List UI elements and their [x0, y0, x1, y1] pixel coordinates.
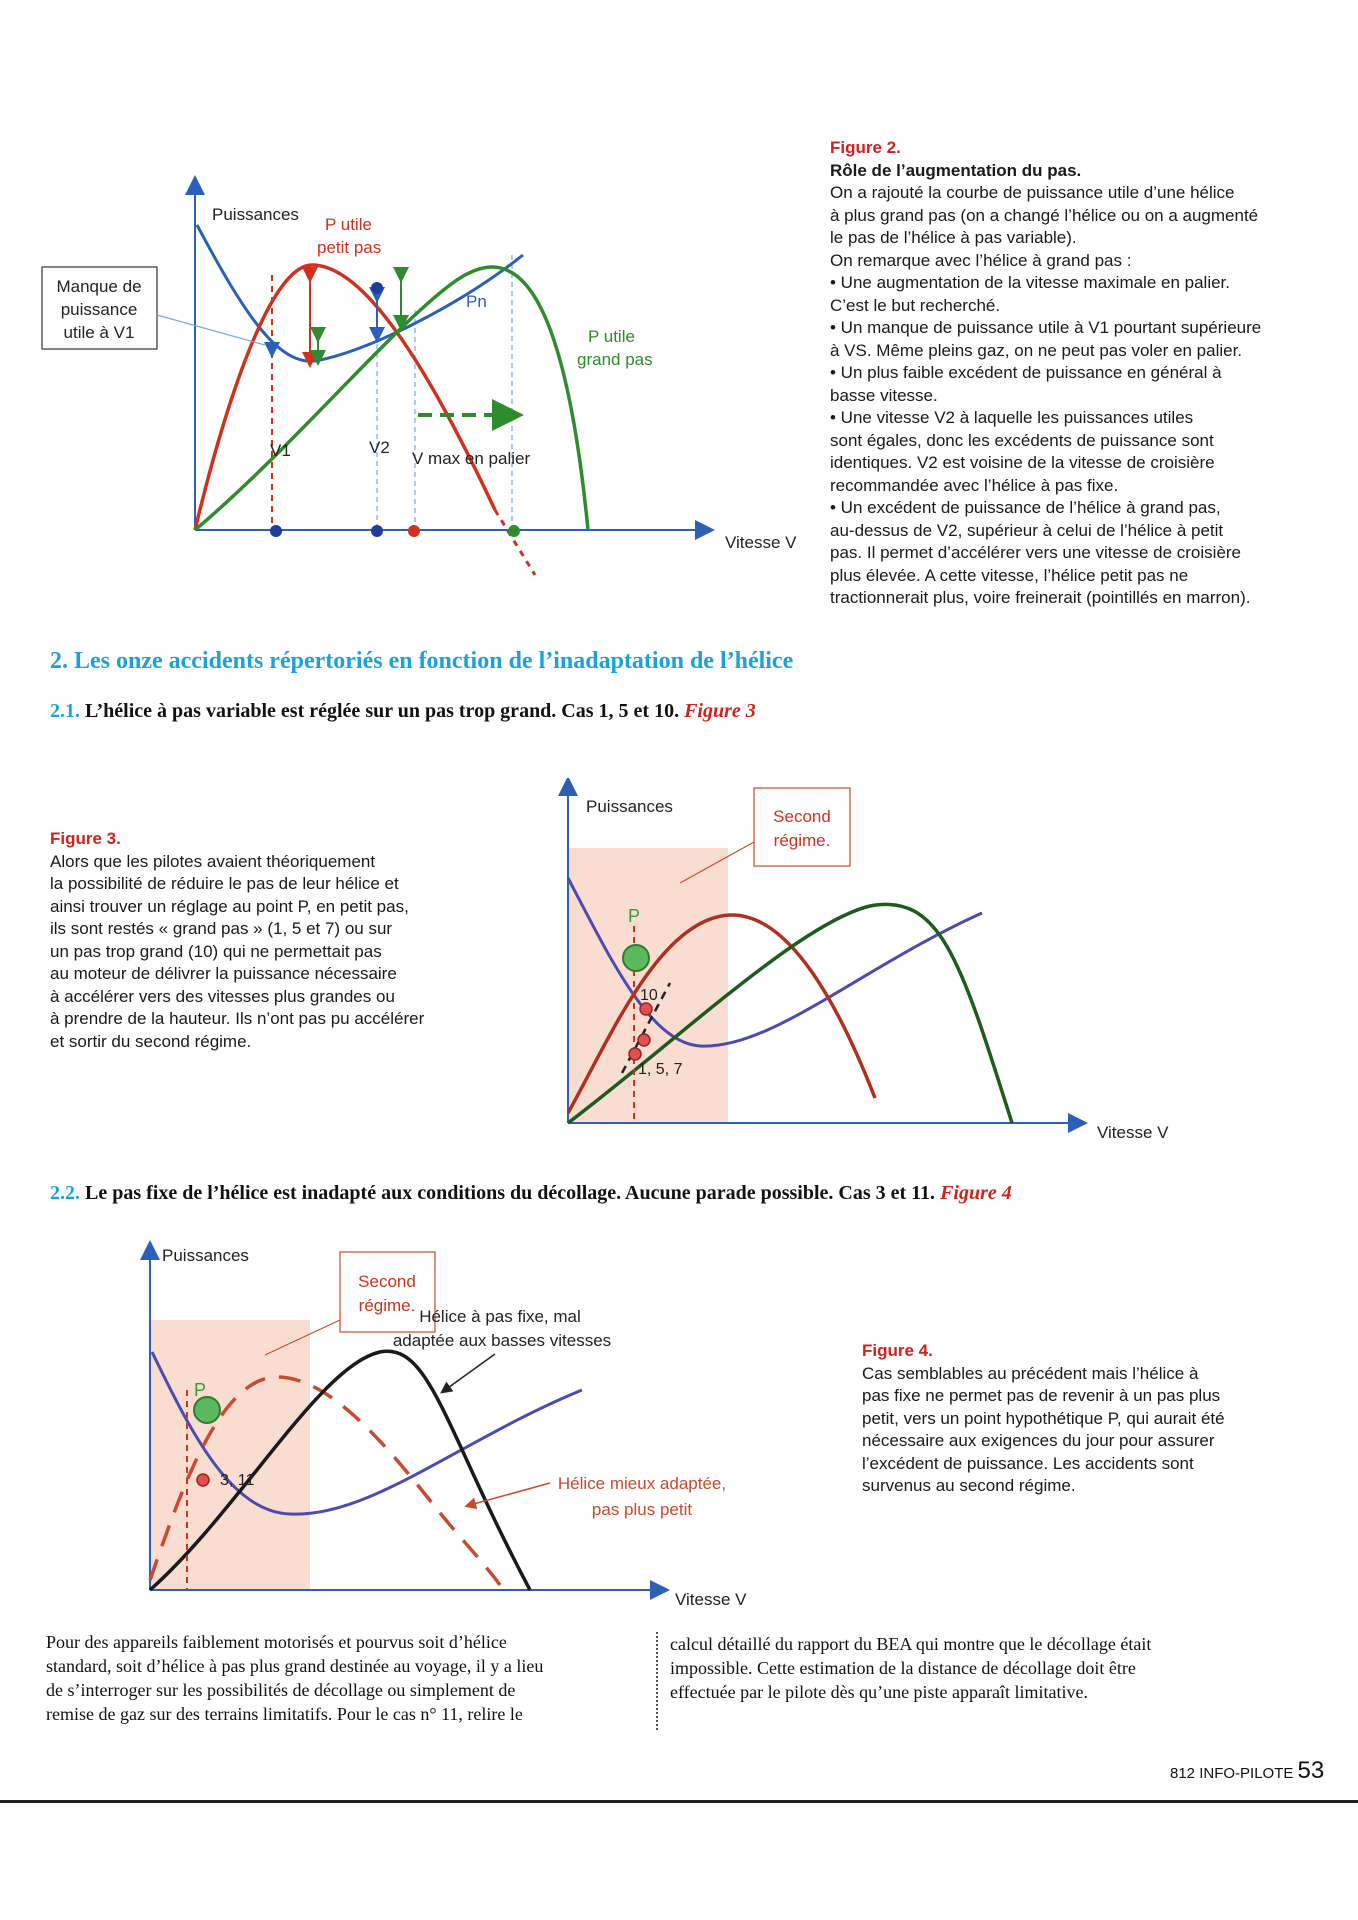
text-line: Cas semblables au précédent mais l’hélice à — [862, 1363, 1199, 1383]
subsection-2-1-number: 2.1. — [50, 700, 80, 722]
text-line: de s’interroger sur les possibilités de décollage ou simplement de — [46, 1680, 516, 1700]
x-axis-label: Vitesse V — [725, 533, 797, 552]
label-vmax: V max en palier — [412, 449, 531, 468]
text-line: à accélérer vers des vitesses plus grandes ou — [50, 986, 395, 1006]
text-line: remise de gaz sur des terrains limitatifs. Pour le cas n° 11, relire le — [46, 1704, 523, 1724]
text-line: plus élevée. A cette vitesse, l’hélice petit pas ne — [830, 565, 1189, 585]
point-1-5 — [629, 1048, 641, 1060]
label-grand-pas-2: grand pas — [577, 350, 653, 369]
text-line: • Une vitesse V2 à laquelle les puissances utiles — [830, 408, 1194, 427]
text-line: tractionnerait plus, voire freinerait (pointillés en marron). — [830, 588, 1251, 607]
label-3-11: 3, 11 — [220, 1472, 255, 1489]
figure-2-caption — [830, 137, 1261, 610]
text-line: au moteur de délivrer la puissance nécessaire — [50, 964, 397, 983]
y-axis-label: Puissances — [162, 1246, 249, 1265]
label-helice-fixe-1: Hélice à pas fixe, mal — [419, 1307, 581, 1326]
x-axis-label: Vitesse V — [1097, 1123, 1169, 1142]
text-line: On a rajouté la courbe de puissance utile d’une hélice — [830, 183, 1235, 202]
text-line: recommandée avec l’hélice à pas fixe. — [830, 475, 1119, 495]
text-line: au-dessus de V2, supérieur à celui de l’hélice à petit — [830, 520, 1224, 540]
petit-pas-dotted — [495, 510, 535, 575]
text-line: basse vitesse. — [830, 385, 938, 405]
figure-3-chart — [540, 778, 1200, 1148]
text-line: à prendre de la hauteur. Ils n’ont pas pu accélérer — [50, 1009, 425, 1028]
point-p — [194, 1397, 220, 1423]
x-axis-label: Vitesse V — [675, 1590, 747, 1609]
subsection-2-2-text: Le pas fixe de l’hélice est inadapté aux conditions du décollage. Aucune parade possible. Cas 3 et 11. — [80, 1182, 941, 1204]
text-line: la possibilité de réduire le pas de leur hélice et — [50, 874, 399, 893]
subsection-2-1-figure-ref: Figure 3 — [684, 700, 756, 722]
text-line: ainsi trouver un réglage au point P, en petit pas, — [50, 896, 409, 916]
column-divider — [656, 1632, 658, 1730]
text-line: impossible. Cette estimation de la distance de décollage doit être — [670, 1658, 1136, 1678]
label-v1: V1 — [270, 441, 291, 460]
label-petit-pas-2: petit pas — [317, 238, 382, 257]
text-line: pas. Il permet d’accélérer vers une vitesse de croisière — [830, 543, 1242, 562]
subsection-2-2-title — [50, 1182, 1012, 1205]
label-helice-fixe-2: adaptée aux basses vitesses — [392, 1331, 612, 1350]
text-line: Pour des appareils faiblement motorisés et pourvus soit d’hélice — [46, 1632, 507, 1652]
text-line: • Un manque de puissance utile à V1 pourtant supérieure — [830, 318, 1262, 337]
subsection-2-1-text: L’hélice à pas variable est réglée sur un pas trop grand. Cas 1, 5 et 10. — [80, 700, 685, 722]
second-regime-zone — [150, 1320, 310, 1590]
label-1-5-7: 1, 5, 7 — [638, 1061, 683, 1078]
text-line: • Une augmentation de la vitesse maximale en palier. — [830, 273, 1231, 292]
text-line: l’excédent de puissance. Les accidents sont — [862, 1453, 1194, 1473]
label-v2: V2 — [369, 438, 390, 457]
footer-magazine: 812 INFO-PILOTE — [1170, 1765, 1294, 1782]
text-line: et sortir du second régime. — [50, 1031, 252, 1051]
figure-3-caption-title: Figure 3. — [50, 829, 121, 848]
text-line: un pas trop grand (10) qui ne permettait pas — [50, 941, 382, 961]
text-line: • Un excédent de puissance de l’hélice à grand pas, — [830, 498, 1221, 517]
text-line: ils sont restés « grand pas » (1, 5 et 7) ou sur — [50, 919, 393, 938]
body-text-right — [670, 1632, 1151, 1704]
y-axis-label: Puissances — [586, 797, 673, 816]
y-axis-label: Puissances — [212, 205, 299, 224]
text-line: effectuée par le pilote dès qu’une piste apparaît limitative. — [670, 1682, 1088, 1702]
label-pn: Pn — [466, 292, 487, 311]
text-line: petit, vers un point hypothétique P, qui aurait été — [862, 1408, 1225, 1428]
subsection-2-2-number: 2.2. — [50, 1182, 80, 1204]
second-regime-line-1: Second — [773, 807, 831, 826]
text-line: On remarque avec l’hélice à grand pas : — [830, 250, 1132, 270]
second-regime-line-1: Second — [358, 1272, 416, 1291]
label-10: 10 — [640, 987, 658, 1004]
text-line: nécessaire aux exigences du jour pour assurer — [862, 1431, 1215, 1450]
text-line: calcul détaillé du rapport du BEA qui montre que le décollage était — [670, 1634, 1152, 1654]
point-3-11 — [197, 1474, 209, 1486]
body-text-left — [46, 1630, 543, 1726]
label-helice-mieux-1: Hélice mieux adaptée, — [557, 1474, 727, 1493]
text-line: survenus au second régime. — [862, 1476, 1076, 1495]
figure-2-chart — [40, 175, 810, 595]
figure-2-caption-title: Figure 2. — [830, 138, 901, 157]
callout-line-3: utile à V1 — [63, 323, 135, 342]
figure-4-chart — [130, 1240, 770, 1615]
grand-pas-curve — [195, 267, 588, 530]
text-line: Alors que les pilotes avaient théoriquement — [50, 851, 376, 871]
subsection-2-2-figure-ref: Figure 4 — [940, 1182, 1012, 1204]
text-line: le pas de l’hélice à pas variable). — [830, 228, 1077, 247]
text-line: à plus grand pas (on a changé l’hélice ou on a augmenté — [830, 205, 1259, 225]
point-10 — [640, 1003, 652, 1015]
section-2-title: 2. Les onze accidents répertoriés en fonction de l’inadaptation de l’hélice — [50, 648, 794, 674]
text-line: à VS. Même pleins gaz, on ne peut pas voler en palier. — [830, 340, 1243, 360]
v1-dot — [270, 525, 282, 537]
second-regime-line-2: régime. — [358, 1296, 416, 1315]
label-grand-pas-1: P utile — [588, 327, 635, 346]
text-line: standard, soit d’hélice à pas plus grand destinée au voyage, il y a lieu — [46, 1656, 544, 1676]
second-regime-zone — [568, 848, 728, 1123]
callout-line-1: Manque de — [56, 277, 142, 296]
vmax-petit-dot — [408, 525, 420, 537]
v2-intersection-dot — [371, 282, 383, 294]
page-number: 53 — [1297, 1757, 1325, 1784]
callout-line-2: puissance — [60, 300, 138, 319]
second-regime-box — [754, 788, 850, 866]
text-line: identiques. V2 est voisine de la vitesse de croisière — [830, 453, 1215, 472]
label-p: P — [194, 1380, 207, 1400]
figure-2-caption-subtitle: Rôle de l’augmentation du pas. — [830, 160, 1082, 180]
page-footer — [1170, 1757, 1324, 1785]
point-7 — [638, 1034, 650, 1046]
label-p: P — [628, 906, 641, 926]
second-regime-line-2: régime. — [773, 831, 831, 850]
subsection-2-1-title — [50, 700, 756, 723]
v2-dot — [371, 525, 383, 537]
footer-rule — [0, 1800, 1358, 1803]
vmax-grand-dot — [508, 525, 520, 537]
figure-4-caption — [862, 1340, 1225, 1498]
text-line: pas fixe ne permet pas de revenir à un pas plus — [862, 1386, 1221, 1405]
figure-3-caption — [50, 828, 424, 1053]
text-line: sont égales, donc les excédents de puissance sont — [830, 430, 1214, 450]
label-helice-mieux-2: pas plus petit — [591, 1500, 693, 1519]
text-line: C’est le but recherché. — [830, 295, 1001, 315]
point-p — [623, 945, 649, 971]
label-petit-pas-1: P utile — [325, 215, 372, 234]
figure-4-caption-title: Figure 4. — [862, 1341, 933, 1360]
text-line: • Un plus faible excédent de puissance en général à — [830, 363, 1222, 382]
